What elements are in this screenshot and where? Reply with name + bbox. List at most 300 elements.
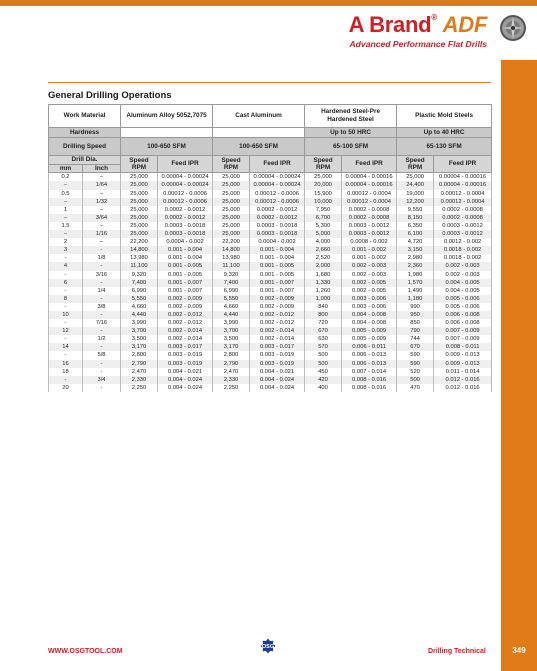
- material-header: Aluminum Alloy 5052,7075: [121, 105, 213, 128]
- table-cell: 0.002 - 0.014: [250, 327, 305, 335]
- table-cell: 0.0018 - 0.002: [434, 254, 492, 262]
- table-cell: 590: [397, 351, 434, 359]
- table-cell: 0.008 - 0.016: [342, 376, 397, 384]
- work-material-header: Work Material: [49, 105, 121, 128]
- table-cell: 3,170: [121, 343, 158, 351]
- table-cell: -: [49, 351, 83, 359]
- table-cell: 0.001 - 0.004: [158, 246, 213, 254]
- table-cell: 0.008 - 0.011: [434, 343, 492, 351]
- table-cell: 0.003 - 0.019: [158, 360, 213, 368]
- table-cell: 0.005 - 0.009: [342, 327, 397, 335]
- table-cell: 2,360: [397, 262, 434, 270]
- table-row: [49, 311, 492, 319]
- table-cell: 25,000: [213, 181, 250, 189]
- table-cell: 0.0002 - 0.0012: [158, 214, 213, 222]
- table-cell: 0.0002 - 0.0008: [342, 214, 397, 222]
- table-cell: 3,990: [121, 319, 158, 327]
- table-cell: 0.004 - 0.005: [434, 279, 492, 287]
- footer-section-label: Drilling Technical: [428, 648, 486, 655]
- table-cell: 0.00012 - 0.0006: [158, 190, 213, 198]
- feed-column-header: Feed IPR: [434, 156, 492, 173]
- table-cell: 0.008 - 0.016: [342, 384, 397, 392]
- header-rule: [48, 82, 491, 83]
- table-cell: 0.0002 - 0.0008: [434, 214, 492, 222]
- table-cell: 1/32: [83, 198, 121, 206]
- table-cell: 0.004 - 0.021: [250, 368, 305, 376]
- table-cell: 3,170: [213, 343, 250, 351]
- table-cell: 2,800: [213, 351, 250, 359]
- feed-column-header: Feed IPR: [342, 156, 397, 173]
- table-cell: 0.002 - 0.012: [250, 311, 305, 319]
- table-row: [49, 384, 492, 392]
- table-cell: 840: [305, 303, 342, 311]
- table-cell: 6,990: [121, 287, 158, 295]
- speed-label: Drilling Speed: [49, 138, 121, 156]
- table-row: [49, 198, 492, 206]
- mm-header: mm: [49, 164, 83, 173]
- table-cell: 9,320: [121, 271, 158, 279]
- table-cell: 0.0008 - 0.002: [342, 238, 397, 246]
- table-row: [49, 287, 492, 295]
- table-cell: -: [83, 384, 121, 392]
- table-cell: 25,000: [213, 198, 250, 206]
- table-cell: 500: [305, 360, 342, 368]
- table-row: [49, 319, 492, 327]
- table-cell: 850: [397, 319, 434, 327]
- table-cell: 2,250: [121, 384, 158, 392]
- table-row: [49, 206, 492, 214]
- table-cell: 0.00004 - 0.00016: [434, 181, 492, 189]
- table-cell: 25,000: [121, 230, 158, 238]
- table-cell: 2,980: [397, 254, 434, 262]
- table-cell: 0.0003 - 0.0018: [250, 230, 305, 238]
- table-row: [49, 238, 492, 246]
- table-cell: 0.007 - 0.009: [434, 335, 492, 343]
- table-cell: 4,440: [121, 311, 158, 319]
- table-cell: 3: [49, 246, 83, 254]
- table-row: [49, 262, 492, 270]
- table-cell: 990: [397, 303, 434, 311]
- speed-value: 100-650 SFM: [213, 138, 305, 156]
- table-cell: 5,550: [213, 295, 250, 303]
- table-cell: 4,440: [213, 311, 250, 319]
- table-cell: 13,980: [213, 254, 250, 262]
- table-cell: 6,990: [213, 287, 250, 295]
- table-cell: 0.002 - 0.003: [342, 262, 397, 270]
- table-cell: 0.0018 - 0.002: [434, 246, 492, 254]
- table-cell: 6: [49, 279, 83, 287]
- table-cell: -: [83, 311, 121, 319]
- table-cell: 0.0003 - 0.0018: [250, 222, 305, 230]
- hardness-value: [121, 128, 213, 138]
- material-header: Hardened Steel-Pre Hardened Steel: [305, 105, 397, 128]
- speed-column-header: Speed RPM: [213, 156, 250, 173]
- table-cell: 0.001 - 0.007: [158, 287, 213, 295]
- table-cell: 0.002 - 0.014: [250, 335, 305, 343]
- table-cell: 0.001 - 0.002: [342, 246, 397, 254]
- table-row: [49, 279, 492, 287]
- table-cell: 4,660: [213, 303, 250, 311]
- table-cell: 0.0002 - 0.0012: [158, 206, 213, 214]
- column-header-row: [49, 156, 492, 165]
- table-cell: 0.004 - 0.024: [250, 384, 305, 392]
- table-cell: 6,350: [397, 222, 434, 230]
- table-cell: 25,000: [121, 214, 158, 222]
- table-cell: 0.007 - 0.009: [434, 327, 492, 335]
- table-cell: 25,000: [213, 230, 250, 238]
- table-cell: –: [49, 230, 83, 238]
- table-row: [49, 295, 492, 303]
- brand-subtitle: Advanced Performance Flat Drills: [349, 39, 487, 49]
- table-cell: 7,950: [305, 206, 342, 214]
- table-cell: 4: [49, 262, 83, 270]
- table-cell: –: [49, 214, 83, 222]
- table-cell: -: [83, 262, 121, 270]
- table-cell: 0.001 - 0.005: [158, 271, 213, 279]
- table-row: [49, 360, 492, 368]
- speed-value: 100-650 SFM: [121, 138, 213, 156]
- table-cell: 25,000: [121, 190, 158, 198]
- table-cell: 0.004 - 0.024: [250, 376, 305, 384]
- table-cell: 5,300: [305, 222, 342, 230]
- page-number: 349: [512, 646, 526, 655]
- table-cell: 1,180: [397, 295, 434, 303]
- table-cell: 0.002 - 0.003: [342, 271, 397, 279]
- table-cell: 1,680: [305, 271, 342, 279]
- table-cell: 0.0003 - 0.0012: [342, 222, 397, 230]
- table-cell: 0.002 - 0.009: [158, 295, 213, 303]
- table-cell: 0.00012 - 0.0006: [158, 198, 213, 206]
- table-row: [49, 230, 492, 238]
- table-cell: 500: [305, 351, 342, 359]
- table-cell: 1,570: [397, 279, 434, 287]
- table-cell: 24,400: [397, 181, 434, 189]
- table-cell: 0.00012 - 0.0004: [434, 198, 492, 206]
- table-cell: 25,000: [213, 206, 250, 214]
- table-cell: 630: [305, 335, 342, 343]
- table-row: [49, 376, 492, 384]
- table-cell: 500: [397, 376, 434, 384]
- table-cell: 4,720: [397, 238, 434, 246]
- table-row: [49, 327, 492, 335]
- table-cell: 1.5: [49, 222, 83, 230]
- table-cell: 0.012 - 0.016: [434, 376, 492, 384]
- hardness-label: Hardness: [49, 128, 121, 138]
- table-cell: 19,000: [397, 190, 434, 198]
- table-cell: 0.001 - 0.007: [250, 287, 305, 295]
- table-cell: -: [49, 376, 83, 384]
- table-cell: 2,470: [121, 368, 158, 376]
- table-cell: 25,000: [121, 173, 158, 182]
- table-cell: 0.009 - 0.013: [434, 351, 492, 359]
- table-cell: 6,100: [397, 230, 434, 238]
- table-cell: 0.003 - 0.019: [250, 360, 305, 368]
- speed-row: [49, 138, 492, 156]
- hardness-row: [49, 128, 492, 138]
- table-cell: 0.006 - 0.013: [342, 351, 397, 359]
- table-cell: 0.003 - 0.006: [342, 295, 397, 303]
- table-cell: 0.003 - 0.017: [250, 343, 305, 351]
- table-cell: 11,100: [213, 262, 250, 270]
- table-cell: -: [49, 303, 83, 311]
- table-cell: 25,000: [213, 190, 250, 198]
- table-cell: 0.004 - 0.005: [434, 287, 492, 295]
- brand-product: ADF: [442, 12, 487, 37]
- table-cell: 0.004 - 0.024: [158, 384, 213, 392]
- table-cell: 25,000: [213, 222, 250, 230]
- table-cell: 0.004 - 0.021: [158, 368, 213, 376]
- table-cell: 0.006 - 0.008: [434, 311, 492, 319]
- table-cell: 0.0002 - 0.0012: [250, 214, 305, 222]
- table-cell: 5,550: [121, 295, 158, 303]
- table-cell: 2,790: [121, 360, 158, 368]
- table-cell: 15,900: [305, 190, 342, 198]
- table-cell: 1/16: [83, 230, 121, 238]
- table-cell: 0.005 - 0.006: [434, 295, 492, 303]
- table-cell: 0.002 - 0.014: [158, 335, 213, 343]
- table-row: [49, 368, 492, 376]
- table-cell: 470: [397, 384, 434, 392]
- table-cell: 0.002 - 0.012: [158, 311, 213, 319]
- table-row: [49, 254, 492, 262]
- table-cell: 0.002 - 0.009: [250, 295, 305, 303]
- table-row: [49, 214, 492, 222]
- table-cell: 0.011 - 0.014: [434, 368, 492, 376]
- table-row: [49, 190, 492, 198]
- table-cell: -: [49, 335, 83, 343]
- table-cell: –: [49, 198, 83, 206]
- table-cell: 0.00012 - 0.0004: [342, 190, 397, 198]
- table-cell: 0.002 - 0.012: [250, 319, 305, 327]
- table-cell: 1/64: [83, 181, 121, 189]
- table-cell: 25,000: [121, 222, 158, 230]
- table-cell: 0.009 - 0.013: [434, 360, 492, 368]
- table-cell: 3,500: [213, 335, 250, 343]
- speed-value: 65-100 SFM: [305, 138, 397, 156]
- osg-logo-text: OSG: [261, 644, 275, 650]
- table-cell: 0.0002 - 0.0008: [434, 206, 492, 214]
- table-cell: 744: [397, 335, 434, 343]
- material-header-row: [49, 105, 492, 128]
- table-cell: 0.00004 - 0.00024: [250, 173, 305, 182]
- table-cell: 1: [49, 206, 83, 214]
- section-title: General Drilling Operations: [48, 90, 172, 101]
- table-cell: 25,000: [121, 206, 158, 214]
- feed-column-header: Feed IPR: [250, 156, 305, 173]
- table-cell: 0.00012 - 0.0004: [434, 190, 492, 198]
- table-cell: 1,000: [305, 295, 342, 303]
- table-cell: 3,700: [213, 327, 250, 335]
- table-cell: 25,000: [121, 181, 158, 189]
- table-cell: -: [83, 295, 121, 303]
- table-cell: 0.00012 - 0.0004: [342, 198, 397, 206]
- table-cell: 0.0002 - 0.0008: [342, 206, 397, 214]
- table-body: [49, 173, 492, 392]
- table-cell: 18: [49, 368, 83, 376]
- hardness-value: Up to 50 HRC: [305, 128, 397, 138]
- table-cell: 2,520: [305, 254, 342, 262]
- table-row: [49, 222, 492, 230]
- table-cell: 0.004 - 0.024: [158, 376, 213, 384]
- table-cell: 0.2: [49, 173, 83, 182]
- table-cell: 20: [49, 384, 83, 392]
- table-row: [49, 181, 492, 189]
- table-cell: -: [83, 360, 121, 368]
- table-cell: 0.0004 - 0.002: [158, 238, 213, 246]
- table-cell: -: [83, 279, 121, 287]
- table-cell: 20,000: [305, 181, 342, 189]
- table-cell: -: [83, 368, 121, 376]
- table-cell: 0.00004 - 0.00024: [158, 173, 213, 182]
- table-cell: 1,490: [397, 287, 434, 295]
- table-cell: 800: [305, 311, 342, 319]
- table-cell: 0.0002 - 0.0012: [250, 206, 305, 214]
- table-cell: 0.001 - 0.004: [158, 254, 213, 262]
- table-cell: 7,400: [121, 279, 158, 287]
- table-cell: 0.012 - 0.016: [434, 384, 492, 392]
- table-cell: 3/16: [83, 271, 121, 279]
- table-cell: 0.0004 - 0.002: [250, 238, 305, 246]
- table-cell: 25,000: [213, 214, 250, 222]
- table-cell: 2: [49, 238, 83, 246]
- table-cell: 5/8: [83, 351, 121, 359]
- drilling-table: [48, 104, 492, 392]
- brand-reg-mark: ®: [431, 13, 437, 22]
- table-cell: 0.003 - 0.019: [158, 351, 213, 359]
- inch-header: Inch: [83, 164, 121, 173]
- table-cell: 1,330: [305, 279, 342, 287]
- table-cell: 0.002 - 0.012: [158, 319, 213, 327]
- table-cell: 2,790: [213, 360, 250, 368]
- table-cell: 3,150: [397, 246, 434, 254]
- material-header: Plastic Mold Steels: [397, 105, 492, 128]
- table-cell: 2,800: [121, 351, 158, 359]
- table-cell: -: [49, 319, 83, 327]
- table-cell: 2,000: [305, 262, 342, 270]
- table-cell: 790: [397, 327, 434, 335]
- table-cell: 22,200: [213, 238, 250, 246]
- table-cell: 0.0003 - 0.0018: [158, 230, 213, 238]
- table-cell: 14: [49, 343, 83, 351]
- table-cell: 0.001 - 0.005: [158, 262, 213, 270]
- table-cell: 0.003 - 0.017: [158, 343, 213, 351]
- table-cell: 0.00004 - 0.00024: [250, 181, 305, 189]
- table-cell: 450: [305, 368, 342, 376]
- table-cell: 25,000: [397, 173, 434, 182]
- drill-disc-icon: [499, 14, 527, 42]
- table-cell: 9,320: [213, 271, 250, 279]
- table-cell: 0.003 - 0.019: [250, 351, 305, 359]
- table-cell: 25,000: [121, 198, 158, 206]
- brand-name: A Brand: [348, 12, 432, 37]
- table-cell: 0.003 - 0.006: [342, 303, 397, 311]
- table-cell: 0.004 - 0.008: [342, 319, 397, 327]
- table-cell: 0.0003 - 0.0012: [434, 230, 492, 238]
- osg-logo-icon: [260, 638, 276, 654]
- table-cell: 4,000: [305, 238, 342, 246]
- table-cell: –: [83, 190, 121, 198]
- table-cell: 11,100: [121, 262, 158, 270]
- table-cell: 4,660: [121, 303, 158, 311]
- table-cell: 16: [49, 360, 83, 368]
- table-row: [49, 335, 492, 343]
- table-cell: 22,200: [121, 238, 158, 246]
- table-cell: -: [49, 254, 83, 262]
- table-cell: 25,000: [213, 173, 250, 182]
- table-cell: 3,990: [213, 319, 250, 327]
- table-cell: 0.001 - 0.002: [342, 254, 397, 262]
- table-cell: 0.006 - 0.013: [342, 360, 397, 368]
- table-cell: 14,800: [121, 246, 158, 254]
- table-row: [49, 246, 492, 254]
- table-cell: 0.00004 - 0.00016: [342, 173, 397, 182]
- table-cell: 0.001 - 0.005: [250, 271, 305, 279]
- table-cell: 520: [397, 368, 434, 376]
- table-cell: 420: [305, 376, 342, 384]
- table-cell: 0.006 - 0.008: [434, 319, 492, 327]
- table-cell: 0.0003 - 0.0012: [342, 230, 397, 238]
- table-cell: 400: [305, 384, 342, 392]
- table-cell: -: [83, 343, 121, 351]
- table-row: [49, 271, 492, 279]
- table-cell: 3,700: [121, 327, 158, 335]
- table-cell: 0.004 - 0.008: [342, 311, 397, 319]
- table-cell: –: [83, 222, 121, 230]
- table-cell: 0.002 - 0.003: [434, 271, 492, 279]
- table-cell: 3/4: [83, 376, 121, 384]
- table-cell: 0.002 - 0.014: [158, 327, 213, 335]
- table-cell: 570: [305, 343, 342, 351]
- table-cell: 0.002 - 0.005: [342, 287, 397, 295]
- top-accent-rule: [0, 0, 537, 6]
- table-cell: 0.0003 - 0.0018: [158, 222, 213, 230]
- table-cell: 8: [49, 295, 83, 303]
- table-cell: 0.001 - 0.007: [158, 279, 213, 287]
- table-cell: 8,150: [397, 214, 434, 222]
- hardness-value: [213, 128, 305, 138]
- table-cell: 0.005 - 0.006: [434, 303, 492, 311]
- table-cell: 0.006 - 0.011: [342, 343, 397, 351]
- table-cell: 10: [49, 311, 83, 319]
- table-row: [49, 351, 492, 359]
- table-cell: 1,260: [305, 287, 342, 295]
- table-cell: 0.001 - 0.007: [250, 279, 305, 287]
- table-cell: 3/8: [83, 303, 121, 311]
- table-cell: 0.5: [49, 190, 83, 198]
- table-cell: 0.00012 - 0.0006: [250, 190, 305, 198]
- footer-url-link[interactable]: WWW.OSGTOOL.COM: [48, 648, 123, 655]
- table-cell: 10,000: [305, 198, 342, 206]
- table-cell: 1/2: [83, 335, 121, 343]
- table-row: [49, 303, 492, 311]
- table-cell: 0.002 - 0.005: [342, 279, 397, 287]
- table-cell: 1,980: [397, 271, 434, 279]
- table-cell: 9,550: [397, 206, 434, 214]
- table-row: [49, 173, 492, 182]
- speed-column-header: Speed RPM: [305, 156, 342, 173]
- table-cell: 7,400: [213, 279, 250, 287]
- table-cell: 2,660: [305, 246, 342, 254]
- table-cell: 2,330: [213, 376, 250, 384]
- table-cell: 0.0012 - 0.002: [434, 238, 492, 246]
- table-cell: 0.002 - 0.009: [158, 303, 213, 311]
- table-cell: 12: [49, 327, 83, 335]
- table-cell: 0.001 - 0.004: [250, 246, 305, 254]
- brand-header: [349, 12, 487, 49]
- table-cell: 0.002 - 0.009: [250, 303, 305, 311]
- speed-value: 65-130 SFM: [397, 138, 492, 156]
- table-cell: 0.00004 - 0.00024: [158, 181, 213, 189]
